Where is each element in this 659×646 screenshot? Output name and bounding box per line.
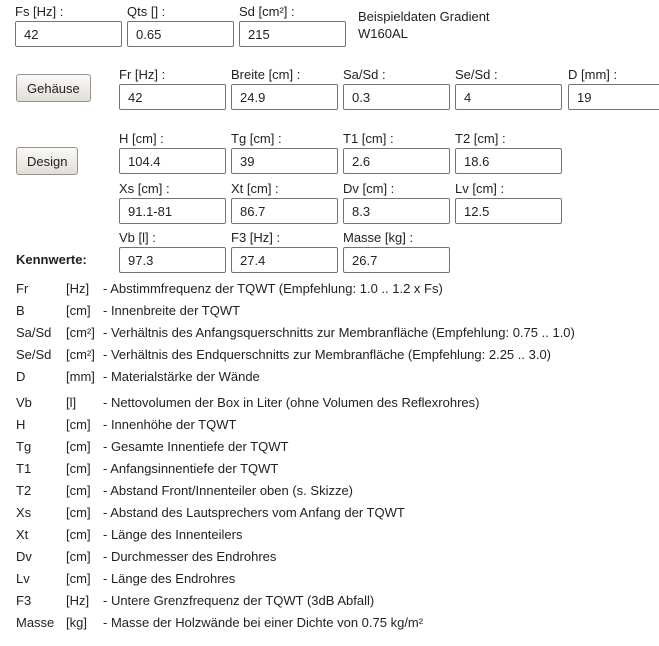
legend-unit: [cm] [66,303,91,318]
legend-symbol: T2 [16,483,32,498]
legend-description: - Anfangsinnentiefe der TQWT [103,461,279,476]
masse-label: Masse [kg] : [343,230,414,245]
legend-symbol: Sa/Sd [16,325,52,340]
legend-unit: [cm] [66,461,91,476]
legend-unit: [mm] [66,369,95,384]
legend-unit: [kg] [66,615,87,630]
tg-field [231,131,338,174]
legend-unit: [cm²] [66,347,95,362]
t2-label: T2 [cm] : [455,131,506,146]
legend-symbol: Dv [16,549,32,564]
legend-description: - Innenbreite der TQWT [103,303,241,318]
t1-label: T1 [cm] : [343,131,394,146]
xt-label: Xt [cm] : [231,181,279,196]
xt-input[interactable] [231,198,338,224]
legend-description: - Länge des Endrohres [103,571,236,586]
fr-input[interactable] [119,84,226,110]
se-sd-field [455,67,562,110]
lv-field [455,181,562,224]
f3-field [231,230,338,273]
masse-field [343,230,450,273]
fr-label: Fr [Hz] : [119,67,166,82]
xt-field [231,181,338,224]
legend-description: - Abstimmfrequenz der TQWT (Empfehlung: 1.0 .. 1.2 x Fs) [103,281,443,296]
legend-description: - Innenhöhe der TQWT [103,417,237,432]
tg-label: Tg [cm] : [231,131,282,146]
f3-label: F3 [Hz] : [231,230,281,245]
legend-unit: [cm] [66,571,91,586]
dv-label: Dv [cm] : [343,181,395,196]
legend-symbol: D [16,369,26,384]
fs-input[interactable] [15,21,122,47]
legend-unit: [cm] [66,439,91,454]
legend-description: - Abstand des Lautsprechers vom Anfang der TQWT [103,505,405,520]
qts-input[interactable] [127,21,234,47]
h-input[interactable] [119,148,226,174]
legend-description: - Materialstärke der Wände [103,369,260,384]
lv-input[interactable] [455,198,562,224]
gehaeuse-button[interactable]: Gehäuse [16,74,91,102]
legend-unit: [cm] [66,527,91,542]
fs-label: Fs [Hz] : [15,4,64,19]
d-field [568,67,659,110]
legend-symbol: Se/Sd [16,347,52,362]
xs-field [119,181,226,224]
kennwerte-heading: Kennwerte: [16,252,87,267]
legend-symbol: H [16,417,26,432]
legend-symbol: Tg [16,439,32,454]
vb-label: Vb [l] : [119,230,156,245]
fr-field [119,67,226,110]
legend-description: - Untere Grenzfrequenz der TQWT (3dB Abfall) [103,593,375,608]
t1-field [343,131,450,174]
xs-label: Xs [cm] : [119,181,170,196]
legend-unit: [cm] [66,505,91,520]
breite-input[interactable] [231,84,338,110]
sa-sd-label: Sa/Sd : [343,67,386,82]
legend-symbol: Xs [16,505,32,520]
breite-label: Breite [cm] : [231,67,301,82]
legend-symbol: F3 [16,593,32,608]
fs-field [15,4,122,47]
h-label: H [cm] : [119,131,164,146]
f3-input[interactable] [231,247,338,273]
legend-unit: [l] [66,395,77,410]
vb-field [119,230,226,273]
legend-symbol: Vb [16,395,32,410]
dv-input[interactable] [343,198,450,224]
lv-label: Lv [cm] : [455,181,505,196]
d-label: D [mm] : [568,67,618,82]
sd-input[interactable] [239,21,346,47]
legend-description: - Nettovolumen der Box in Liter (ohne Volumen des Reflexrohres) [103,395,480,410]
legend-symbol: Fr [16,281,29,296]
t2-input[interactable] [455,148,562,174]
legend-description: - Abstand Front/Innenteiler oben (s. Skizze) [103,483,354,498]
h-field [119,131,226,174]
breite-field [231,67,338,110]
se-sd-input[interactable] [455,84,562,110]
legend-unit: [Hz] [66,593,90,608]
t2-field [455,131,562,174]
t1-input[interactable] [343,148,450,174]
legend-symbol: Masse [16,615,55,630]
legend-unit: [cm²] [66,325,95,340]
design-button[interactable]: Design [16,147,78,175]
example-data-note: Beispieldaten Gradient [358,9,490,24]
legend-description: - Gesamte Innentiefe der TQWT [103,439,289,454]
qts-field [127,4,234,47]
legend-description: - Verhältnis des Endquerschnitts zur Membranfläche (Empfehlung: 2.25 .. 3.0) [103,347,552,362]
legend-description: - Masse der Holzwände bei einer Dichte von 0.75 kg/m² [103,615,424,630]
vb-input[interactable] [119,247,226,273]
legend-description: - Verhältnis des Anfangsquerschnitts zur Membranfläche (Empfehlung: 0.75 .. 1.0) [103,325,575,340]
legend-unit: [Hz] [66,281,90,296]
masse-input[interactable] [343,247,450,273]
dv-field [343,181,450,224]
legend-symbol: Xt [16,527,29,542]
d-input[interactable] [568,84,659,110]
legend-symbol: B [16,303,25,318]
tg-input[interactable] [231,148,338,174]
se-sd-label: Se/Sd : [455,67,498,82]
legend-unit: [cm] [66,417,91,432]
legend-description: - Länge des Innenteilers [103,527,243,542]
qts-label: Qts [] : [127,4,166,19]
legend-unit: [cm] [66,483,91,498]
xs-input[interactable] [119,198,226,224]
sa-sd-field [343,67,450,110]
sd-field [239,4,346,47]
sa-sd-input[interactable] [343,84,450,110]
legend-symbol: Lv [16,571,30,586]
example-driver-name: W160AL [358,26,408,41]
legend-unit: [cm] [66,549,91,564]
legend-description: - Durchmesser des Endrohres [103,549,277,564]
legend-symbol: T1 [16,461,32,476]
sd-label: Sd [cm²] : [239,4,295,19]
